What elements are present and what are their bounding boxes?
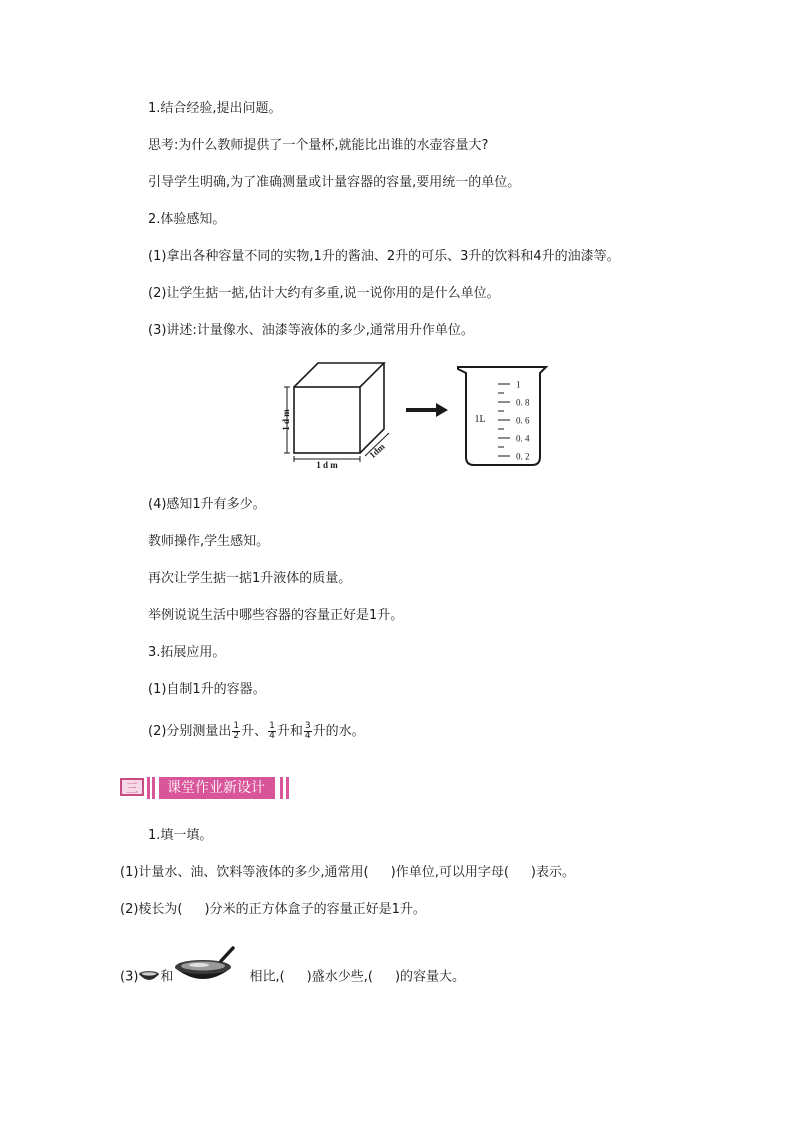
item-3-2-text-a: (2)分别测量出: [148, 724, 232, 739]
item-3-2: [148, 722, 365, 741]
beaker-scale-label: 1: [516, 379, 521, 390]
fraction-one-half: $\frac{1}{2}$: [233, 721, 240, 741]
small-bowl-icon: [138, 970, 160, 984]
think-question: 思考:为什么教师提供了一个量杯,就能比出谁的水壶容量大?: [148, 138, 489, 153]
section-bar: [152, 777, 155, 799]
beaker-icon: [458, 367, 546, 465]
step-2-heading: 2.体验感知。: [148, 212, 226, 227]
beaker-label: 1L: [474, 414, 486, 425]
item-3-1: (1)自制1升的容器。: [148, 682, 266, 697]
section-title: 课堂作业新设计: [159, 777, 275, 799]
cube-front-face: [294, 387, 360, 453]
item-3-2-text-d: 升的水。: [312, 724, 365, 739]
item-2-1: (1)拿出各种容量不同的实物,1升的酱油、2升的可乐、3升的饮料和4升的油漆等。: [148, 249, 620, 264]
exercise-1-heading: 1.填一填。: [148, 828, 213, 843]
cube-side-face: [360, 363, 384, 453]
beaker-scale-label: 0. 8: [516, 397, 530, 408]
beaker-scale-label: 0. 6: [516, 415, 530, 426]
section-bar: [280, 777, 283, 799]
item-2-4: (4)感知1升有多少。: [148, 497, 266, 512]
section-bar: [147, 777, 150, 799]
step-1-heading: 1.结合经验,提出问题。: [148, 101, 282, 116]
item-3-2-text-c: 升和: [276, 724, 303, 739]
examples-text: 举例说说生活中哪些容器的容量正好是1升。: [148, 608, 404, 623]
fraction-three-quarters: $\frac{3}{4}$: [304, 721, 311, 741]
section-header: [120, 777, 289, 799]
item-2-2: (2)让学生掂一掂,估计大约有多重,说一说你用的是什么单位。: [148, 286, 500, 301]
fraction-one-quarter: $\frac{1}{4}$: [269, 721, 275, 741]
cube-top-face: [294, 363, 384, 387]
cube-and-beaker-figure: [280, 355, 550, 477]
exercise-1-3: (3) 和 相比,( )盛水少些,( )的容量大。: [120, 966, 465, 988]
arrow-icon: [436, 403, 448, 417]
wok-icon: [173, 946, 235, 988]
item-2-3: (3)讲述:计量像水、油漆等液体的多少,通常用升作单位。: [148, 323, 474, 338]
section-number: 三: [120, 778, 144, 796]
guide-text: 引导学生明确,为了准确测量或计量容器的容量,要用统一的单位。: [148, 175, 521, 190]
cube-label-left: 1 d m: [281, 409, 291, 431]
item-3-2-text-b: 升、: [241, 724, 268, 739]
exercise-1-1: (1)计量水、油、饮料等液体的多少,通常用( )作单位,可以用字母( )表示。: [120, 865, 575, 880]
weigh-again: 再次让学生掂一掂1升液体的质量。: [148, 571, 352, 586]
section-bar: [286, 777, 289, 799]
cube-label-depth: 1dm: [367, 441, 387, 461]
figure-svg: [280, 355, 550, 473]
cube-label-bottom: 1 d m: [316, 460, 338, 470]
step-3-heading: 3.拓展应用。: [148, 645, 226, 660]
teacher-operation: 教师操作,学生感知。: [148, 534, 270, 549]
beaker-scale-label: 0. 2: [516, 451, 530, 462]
beaker-scale-label: 0. 4: [516, 433, 530, 444]
exercise-1-2: (2)棱长为( )分米的正方体盒子的容量正好是1升。: [120, 902, 426, 917]
